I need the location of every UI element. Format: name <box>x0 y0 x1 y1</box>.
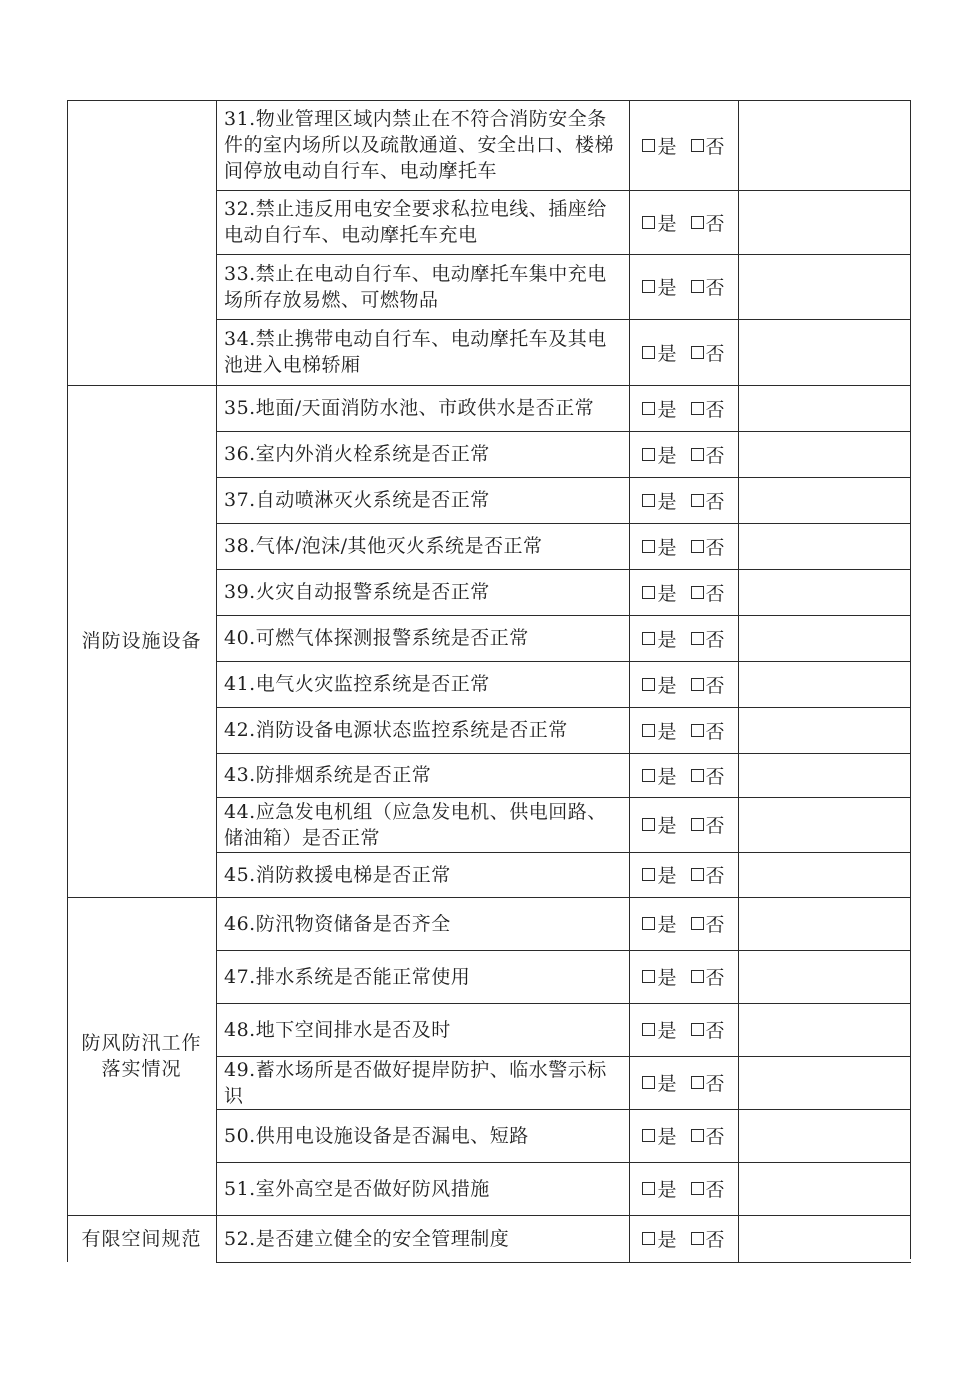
check-item-label: 46.防汛物资储备是否齐全 <box>224 912 451 935</box>
no-label: 否 <box>705 674 725 697</box>
no-label: 否 <box>705 1126 725 1148</box>
yes-label: 是 <box>657 815 677 837</box>
yes-checkbox[interactable] <box>642 132 676 159</box>
category-label <box>67 385 216 897</box>
check-item-text <box>224 897 622 950</box>
no-label: 否 <box>705 582 725 605</box>
check-item-text <box>224 477 622 523</box>
checkbox-square[interactable] <box>642 769 655 782</box>
no-checkbox[interactable] <box>691 579 725 606</box>
remark-cell[interactable] <box>738 661 910 707</box>
check-item-label: 33.禁止在电动自行车、电动摩托车集中充电场所存放易燃、可燃物品 <box>224 262 607 311</box>
check-item-label: 31.物业管理区域内禁止在不符合消防安全条件的室内场所以及疏散通道、安全出口、楼梯间停放电动自行车、电动摩托车 <box>224 108 615 182</box>
yes-no-options <box>629 523 738 569</box>
checkbox-square[interactable] <box>642 868 655 881</box>
no-label: 否 <box>705 1179 725 1201</box>
checkbox-square[interactable] <box>642 1232 655 1245</box>
checkbox-square[interactable] <box>691 917 704 930</box>
no-checkbox[interactable] <box>691 625 725 652</box>
checkbox-square[interactable] <box>642 917 655 930</box>
yes-label: 是 <box>657 1073 677 1095</box>
yes-label: 是 <box>657 1179 677 1201</box>
yes-checkbox[interactable] <box>642 861 676 888</box>
remark-cell[interactable] <box>738 1109 910 1162</box>
no-label: 否 <box>705 967 725 989</box>
yes-no-options <box>629 1056 738 1109</box>
row-divider-line <box>216 1262 911 1263</box>
yes-no-options <box>629 477 738 523</box>
yes-checkbox[interactable] <box>642 910 676 937</box>
check-item-text <box>224 1109 622 1162</box>
no-checkbox[interactable] <box>691 811 725 838</box>
yes-label: 是 <box>657 536 677 559</box>
yes-no-options <box>629 950 738 1003</box>
yes-label: 是 <box>657 1020 677 1042</box>
no-checkbox[interactable] <box>691 910 725 937</box>
no-checkbox[interactable] <box>691 441 725 468</box>
check-item-text <box>224 523 622 569</box>
no-checkbox[interactable] <box>691 132 725 159</box>
checkbox-square[interactable] <box>691 586 704 599</box>
check-item-text <box>224 385 622 431</box>
no-checkbox[interactable] <box>691 487 725 514</box>
check-item-label: 34.禁止携带电动自行车、电动摩托车及其电池进入电梯轿厢 <box>224 328 607 376</box>
remark-cell[interactable] <box>738 707 910 753</box>
checkbox-square[interactable] <box>642 970 655 983</box>
checkbox-square[interactable] <box>691 540 704 553</box>
remark-cell[interactable] <box>738 797 910 852</box>
checkbox-square[interactable] <box>642 724 655 737</box>
yes-label: 是 <box>657 674 677 697</box>
yes-checkbox[interactable] <box>642 1069 676 1096</box>
column-divider-line <box>216 100 217 1262</box>
no-checkbox[interactable] <box>691 762 725 789</box>
no-checkbox[interactable] <box>691 1016 725 1043</box>
checkbox-square[interactable] <box>691 139 704 152</box>
no-checkbox[interactable] <box>691 339 725 366</box>
checkbox-square[interactable] <box>691 494 704 507</box>
remark-cell[interactable] <box>738 100 910 190</box>
check-item-text <box>224 707 622 753</box>
no-checkbox[interactable] <box>691 671 725 698</box>
yes-no-options <box>629 100 738 190</box>
remark-cell[interactable] <box>738 1003 910 1056</box>
checkbox-square[interactable] <box>691 1076 704 1089</box>
check-item-text <box>224 661 622 707</box>
yes-no-options <box>629 753 738 797</box>
check-item-label: 37.自动喷淋灭火系统是否正常 <box>224 489 490 511</box>
checkbox-square[interactable] <box>691 402 704 415</box>
checkbox-square[interactable] <box>642 280 655 293</box>
yes-checkbox[interactable] <box>642 533 676 560</box>
check-item-label: 48.地下空间排水是否及时 <box>224 1018 451 1041</box>
yes-no-options <box>629 1215 738 1262</box>
check-item-text <box>224 1162 622 1215</box>
checkbox-square[interactable] <box>642 494 655 507</box>
remark-cell[interactable] <box>738 254 910 319</box>
remark-cell[interactable] <box>738 615 910 661</box>
yes-checkbox[interactable] <box>642 717 676 744</box>
checkbox-square[interactable] <box>642 586 655 599</box>
remark-cell[interactable] <box>738 319 910 385</box>
checkbox-square[interactable] <box>691 448 704 461</box>
check-item-label: 40.可燃气体探测报警系统是否正常 <box>224 627 529 649</box>
no-label: 否 <box>705 720 725 743</box>
no-label: 否 <box>705 815 725 837</box>
checkbox-square[interactable] <box>691 1129 704 1142</box>
check-item-text <box>224 254 622 319</box>
yes-no-options <box>629 707 738 753</box>
category-label <box>67 897 216 1215</box>
right-border-line <box>910 100 911 1259</box>
no-label: 否 <box>705 1073 725 1095</box>
yes-checkbox[interactable] <box>642 1122 676 1149</box>
check-item-text <box>224 852 622 897</box>
yes-label: 是 <box>657 342 677 365</box>
remark-cell[interactable] <box>738 852 910 897</box>
no-label: 否 <box>705 865 725 887</box>
yes-no-options <box>629 897 738 950</box>
no-checkbox[interactable] <box>691 533 725 560</box>
no-label: 否 <box>705 444 725 467</box>
checkbox-square[interactable] <box>642 678 655 691</box>
check-item-text <box>224 1215 622 1262</box>
no-checkbox[interactable] <box>691 861 725 888</box>
remark-cell[interactable] <box>738 190 910 254</box>
check-item-text <box>224 950 622 1003</box>
yes-label: 是 <box>657 277 677 299</box>
no-label: 否 <box>705 135 725 158</box>
check-item-label: 51.室外高空是否做好防风措施 <box>224 1177 490 1200</box>
checkbox-square[interactable] <box>642 818 655 831</box>
no-label: 否 <box>705 1229 725 1251</box>
check-item-label: 42.消防设备电源状态监控系统是否正常 <box>224 719 568 741</box>
check-item-label: 41.电气火灾监控系统是否正常 <box>224 673 490 695</box>
check-item-text <box>224 569 622 615</box>
yes-no-options <box>629 797 738 852</box>
yes-label: 是 <box>657 765 677 788</box>
no-label: 否 <box>705 342 725 365</box>
yes-label: 是 <box>657 628 677 651</box>
yes-no-options <box>629 190 738 254</box>
remark-cell[interactable] <box>738 523 910 569</box>
remark-cell[interactable] <box>738 385 910 431</box>
yes-label: 是 <box>657 720 677 743</box>
checkbox-square[interactable] <box>642 216 655 229</box>
yes-checkbox[interactable] <box>642 579 676 606</box>
category-label-line: 防风防汛工作 <box>81 1032 202 1054</box>
check-item-text <box>224 615 622 661</box>
checkbox-square[interactable] <box>691 1023 704 1036</box>
yes-no-options <box>629 254 738 319</box>
checkbox-square[interactable] <box>691 678 704 691</box>
yes-no-options <box>629 431 738 477</box>
yes-checkbox[interactable] <box>642 395 676 422</box>
yes-checkbox[interactable] <box>642 1016 676 1043</box>
no-label: 否 <box>705 536 725 559</box>
yes-checkbox[interactable] <box>642 625 676 652</box>
yes-label: 是 <box>657 865 677 887</box>
checkbox-square[interactable] <box>691 1232 704 1245</box>
checkbox-square[interactable] <box>691 632 704 645</box>
check-item-label: 47.排水系统是否能正常使用 <box>224 965 471 988</box>
checkbox-square[interactable] <box>691 818 704 831</box>
remark-cell[interactable] <box>738 897 910 950</box>
yes-label: 是 <box>657 398 677 421</box>
no-label: 否 <box>705 628 725 651</box>
category-label <box>67 1215 216 1262</box>
check-item-label: 35.地面/天面消防水池、市政供水是否正常 <box>224 397 595 419</box>
check-item-label: 36.室内外消火栓系统是否正常 <box>224 443 490 465</box>
yes-label: 是 <box>657 1229 677 1251</box>
yes-label: 是 <box>657 1126 677 1148</box>
check-item-label: 39.火灾自动报警系统是否正常 <box>224 581 490 603</box>
category-label-text: 有限空间规范 <box>81 1227 202 1250</box>
no-label: 否 <box>705 914 725 936</box>
yes-no-options <box>629 319 738 385</box>
check-item-text <box>224 797 622 852</box>
yes-label: 是 <box>657 490 677 513</box>
yes-checkbox[interactable] <box>642 762 676 789</box>
check-item-label: 38.气体/泡沫/其他灭火系统是否正常 <box>224 535 543 557</box>
yes-no-options <box>629 1109 738 1162</box>
yes-checkbox[interactable] <box>642 209 676 236</box>
no-checkbox[interactable] <box>691 209 725 236</box>
yes-checkbox[interactable] <box>642 671 676 698</box>
check-item-label: 45.消防救援电梯是否正常 <box>224 863 451 886</box>
yes-checkbox[interactable] <box>642 811 676 838</box>
no-checkbox[interactable] <box>691 963 725 990</box>
no-label: 否 <box>705 765 725 788</box>
checkbox-square[interactable] <box>691 280 704 293</box>
no-checkbox[interactable] <box>691 395 725 422</box>
remark-cell[interactable] <box>738 431 910 477</box>
checkbox-square[interactable] <box>691 346 704 359</box>
no-label: 否 <box>705 212 725 235</box>
checkbox-square[interactable] <box>691 970 704 983</box>
checkbox-square[interactable] <box>642 346 655 359</box>
no-checkbox[interactable] <box>691 1225 725 1252</box>
check-item-label: 43.防排烟系统是否正常 <box>224 764 432 786</box>
yes-label: 是 <box>657 212 677 235</box>
yes-label: 是 <box>657 135 677 158</box>
no-label: 否 <box>705 490 725 513</box>
checkbox-square[interactable] <box>642 1023 655 1036</box>
no-checkbox[interactable] <box>691 1175 725 1202</box>
check-item-text <box>224 100 622 190</box>
yes-checkbox[interactable] <box>642 1225 676 1252</box>
category-label-text: 消防设施设备 <box>81 630 202 652</box>
yes-checkbox[interactable] <box>642 1175 676 1202</box>
checkbox-square[interactable] <box>642 1182 655 1195</box>
remark-cell[interactable] <box>738 569 910 615</box>
yes-checkbox[interactable] <box>642 339 676 366</box>
checkbox-square[interactable] <box>642 1076 655 1089</box>
check-item-label: 50.供用电设施设备是否漏电、短路 <box>224 1124 529 1147</box>
check-item-text <box>224 1056 622 1109</box>
yes-no-options <box>629 1003 738 1056</box>
checkbox-square[interactable] <box>642 448 655 461</box>
checkbox-square[interactable] <box>642 402 655 415</box>
check-item-text <box>224 753 622 797</box>
yes-label: 是 <box>657 582 677 605</box>
yes-checkbox[interactable] <box>642 487 676 514</box>
check-item-text <box>224 1003 622 1056</box>
yes-checkbox[interactable] <box>642 963 676 990</box>
remark-cell[interactable] <box>738 753 910 797</box>
check-item-label: 44.应急发电机组（应急发电机、供电回路、储油箱）是否正常 <box>224 800 607 849</box>
checkbox-square[interactable] <box>691 769 704 782</box>
no-label: 否 <box>705 1020 725 1042</box>
no-label: 否 <box>705 398 725 421</box>
yes-no-options <box>629 615 738 661</box>
check-item-text <box>224 431 622 477</box>
checkbox-square[interactable] <box>691 1182 704 1195</box>
check-item-text <box>224 319 622 385</box>
checkbox-square[interactable] <box>691 216 704 229</box>
checkbox-square[interactable] <box>691 868 704 881</box>
remark-cell[interactable] <box>738 477 910 523</box>
remark-cell[interactable] <box>738 950 910 1003</box>
yes-checkbox[interactable] <box>642 273 676 300</box>
no-checkbox[interactable] <box>691 717 725 744</box>
yes-no-options <box>629 569 738 615</box>
checkbox-square[interactable] <box>642 540 655 553</box>
check-item-label: 32.禁止违反用电安全要求私拉电线、插座给电动自行车、电动摩托车充电 <box>224 198 607 246</box>
remark-cell[interactable] <box>738 1215 910 1262</box>
yes-no-options <box>629 661 738 707</box>
no-checkbox[interactable] <box>691 273 725 300</box>
yes-no-options <box>629 1162 738 1215</box>
check-item-label: 49.蓄水场所是否做好提岸防护、临水警示标识 <box>224 1058 607 1107</box>
checkbox-square[interactable] <box>642 1129 655 1142</box>
checkbox-square[interactable] <box>642 139 655 152</box>
checkbox-square[interactable] <box>691 724 704 737</box>
no-checkbox[interactable] <box>691 1122 725 1149</box>
yes-checkbox[interactable] <box>642 441 676 468</box>
remark-cell[interactable] <box>738 1056 910 1109</box>
check-item-label: 52.是否建立健全的安全管理制度 <box>224 1227 510 1250</box>
checkbox-square[interactable] <box>642 632 655 645</box>
yes-label: 是 <box>657 967 677 989</box>
yes-label: 是 <box>657 444 677 467</box>
yes-label: 是 <box>657 914 677 936</box>
category-label-line: 落实情况 <box>101 1058 182 1080</box>
no-checkbox[interactable] <box>691 1069 725 1096</box>
remark-cell[interactable] <box>738 1162 910 1215</box>
check-item-text <box>224 190 622 254</box>
yes-no-options <box>629 385 738 431</box>
no-label: 否 <box>705 277 725 299</box>
yes-no-options <box>629 852 738 897</box>
